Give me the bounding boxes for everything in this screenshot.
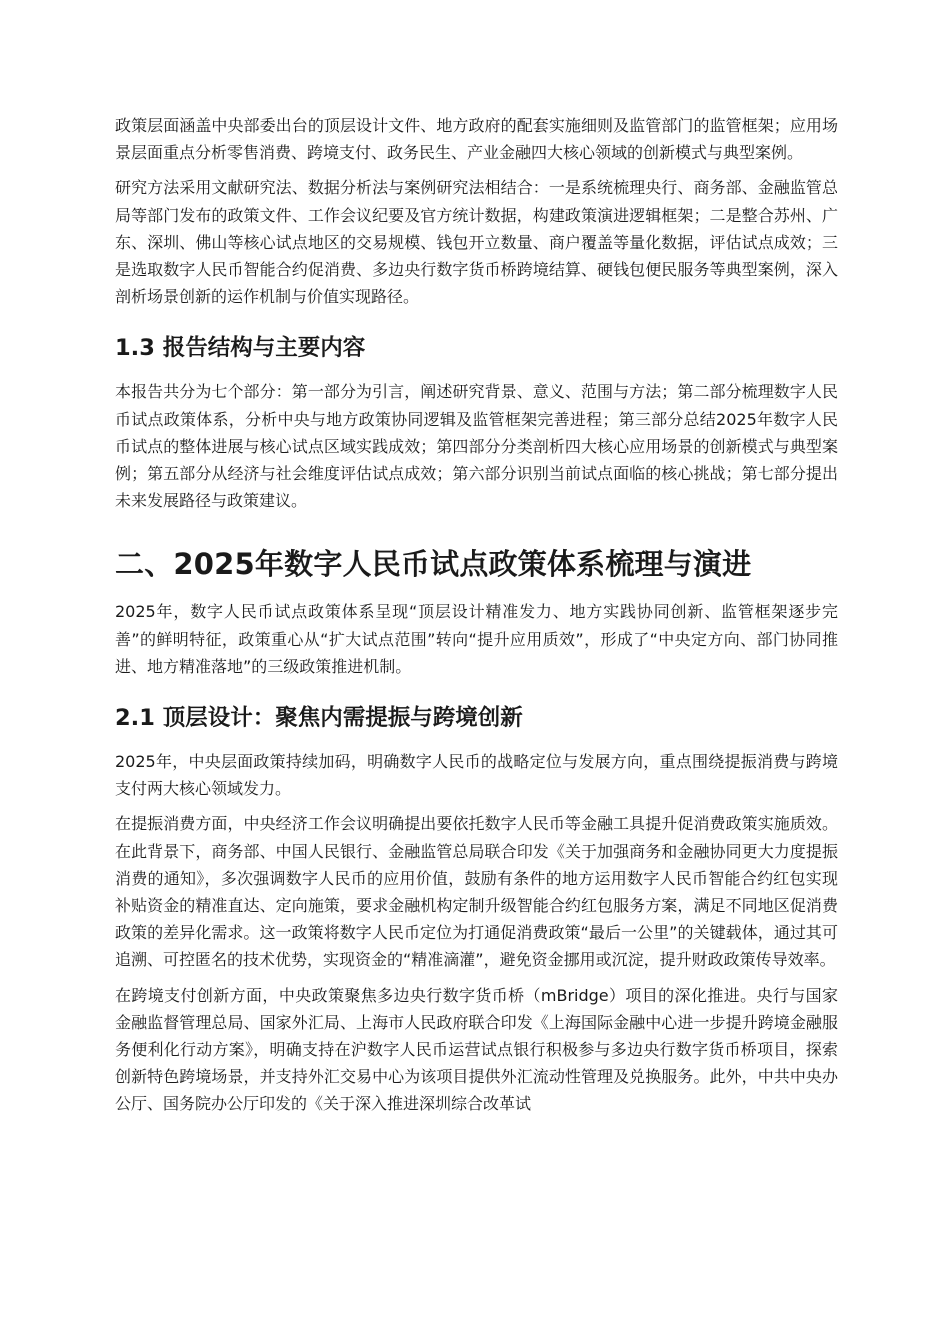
- heading-2-1: 2.1 顶层设计：聚焦内需提振与跨境创新: [115, 705, 523, 732]
- paragraph-2-1-consumption: 在提振消费方面，中央经济工作会议明确提出要依托数字人民币等金融工具提升促消费政策实施质效。在此背景下，商务部、中国人民银行、金融监管总局联合印发《关于加强商务和金融协同更大力度提振消费的通知》，多次强调数字人民币的应用价值，鼓励有条件的地方运用数字人民币智能合约红包实现补贴资金的精准直达、定向施策，要求金融机构定制升级智能合约红包服务方案，满足不同地区促消费政策的差异化需求。这一政策将数字人民币定位为打通促消费政策“最后一公里”的关键载体，通过其可追溯、可控匿名的技术优势，实现资金的“精准滴灌”，避免资金挪用或沉淀，提升财政政策传导效率。: [115, 814, 838, 970]
- heading-section-2: 二、2025年数字人民币试点政策体系梳理与演进: [115, 547, 752, 582]
- paragraph-2-1-overview: 2025年，中央层面政策持续加码，明确数字人民币的战略定位与发展方向，重点围绕提振消费与跨境支付两大核心领域发力。: [115, 752, 838, 799]
- heading-1-3: 1.3 报告结构与主要内容: [115, 335, 366, 362]
- intro-paragraph-methods: 研究方法采用文献研究法、数据分析法与案例研究法相结合：一是系统梳理央行、商务部、金融监管总局等部门发布的政策文件、工作会议纪要及官方统计数据，构建政策演进逻辑框架；二是整合苏州、广东、深圳、佛山等核心试点地区的交易规模、钱包开立数量、商户覆盖等量化数据，评估试点成效；三是选取数字人民币智能合约促消费、多边央行数字货币桥跨境结算、硬钱包便民服务等典型案例，深入剖析场景创新的运作机制与价值实现路径。: [115, 178, 838, 307]
- paragraph-report-structure: 本报告共分为七个部分：第一部分为引言，阐述研究背景、意义、范围与方法；第二部分梳理数字人民币试点政策体系，分析中央与地方政策协同逻辑及监管框架完善进程；第三部分总结2025年数字人民币试点的整体进展与核心试点区域实践成效；第四部分分类剖析四大核心应用场景的创新模式与典型案例；第五部分从经济与社会维度评估试点成效；第六部分识别当前试点面临的核心挑战；第七部分提出未来发展路径与政策建议。: [115, 382, 838, 511]
- paragraph-2-1-cross-border: 在跨境支付创新方面，中央政策聚焦多边央行数字货币桥（mBridge）项目的深化推进。央行与国家金融监督管理总局、国家外汇局、上海市人民政府联合印发《上海国际金融中心进一步提升跨境金融服务便利化行动方案》，明确支持在沪数字人民币运营试点银行积极参与多边央行数字货币桥项目，探索创新特色跨境场景，并支持外汇交易中心为该项目提供外汇流动性管理及兑换服务。此外，中共中央办公厅、国务院办公厅印发的《关于深入推进深圳综合改革试: [115, 985, 838, 1114]
- paragraph-section-2-intro: 2025年，数字人民币试点政策体系呈现“顶层设计精准发力、地方实践协同创新、监管框架逐步完善”的鲜明特征，政策重心从“扩大试点范围”转向“提升应用质效”，形成了“中央定方向、部门协同推进、地方精准落地”的三级政策推进机制。: [115, 602, 838, 676]
- intro-paragraph-scope: 政策层面涵盖中央部委出台的顶层设计文件、地方政府的配套实施细则及监管部门的监管框架；应用场景层面重点分析零售消费、跨境支付、政务民生、产业金融四大核心领域的创新模式与典型案例。: [115, 116, 838, 163]
